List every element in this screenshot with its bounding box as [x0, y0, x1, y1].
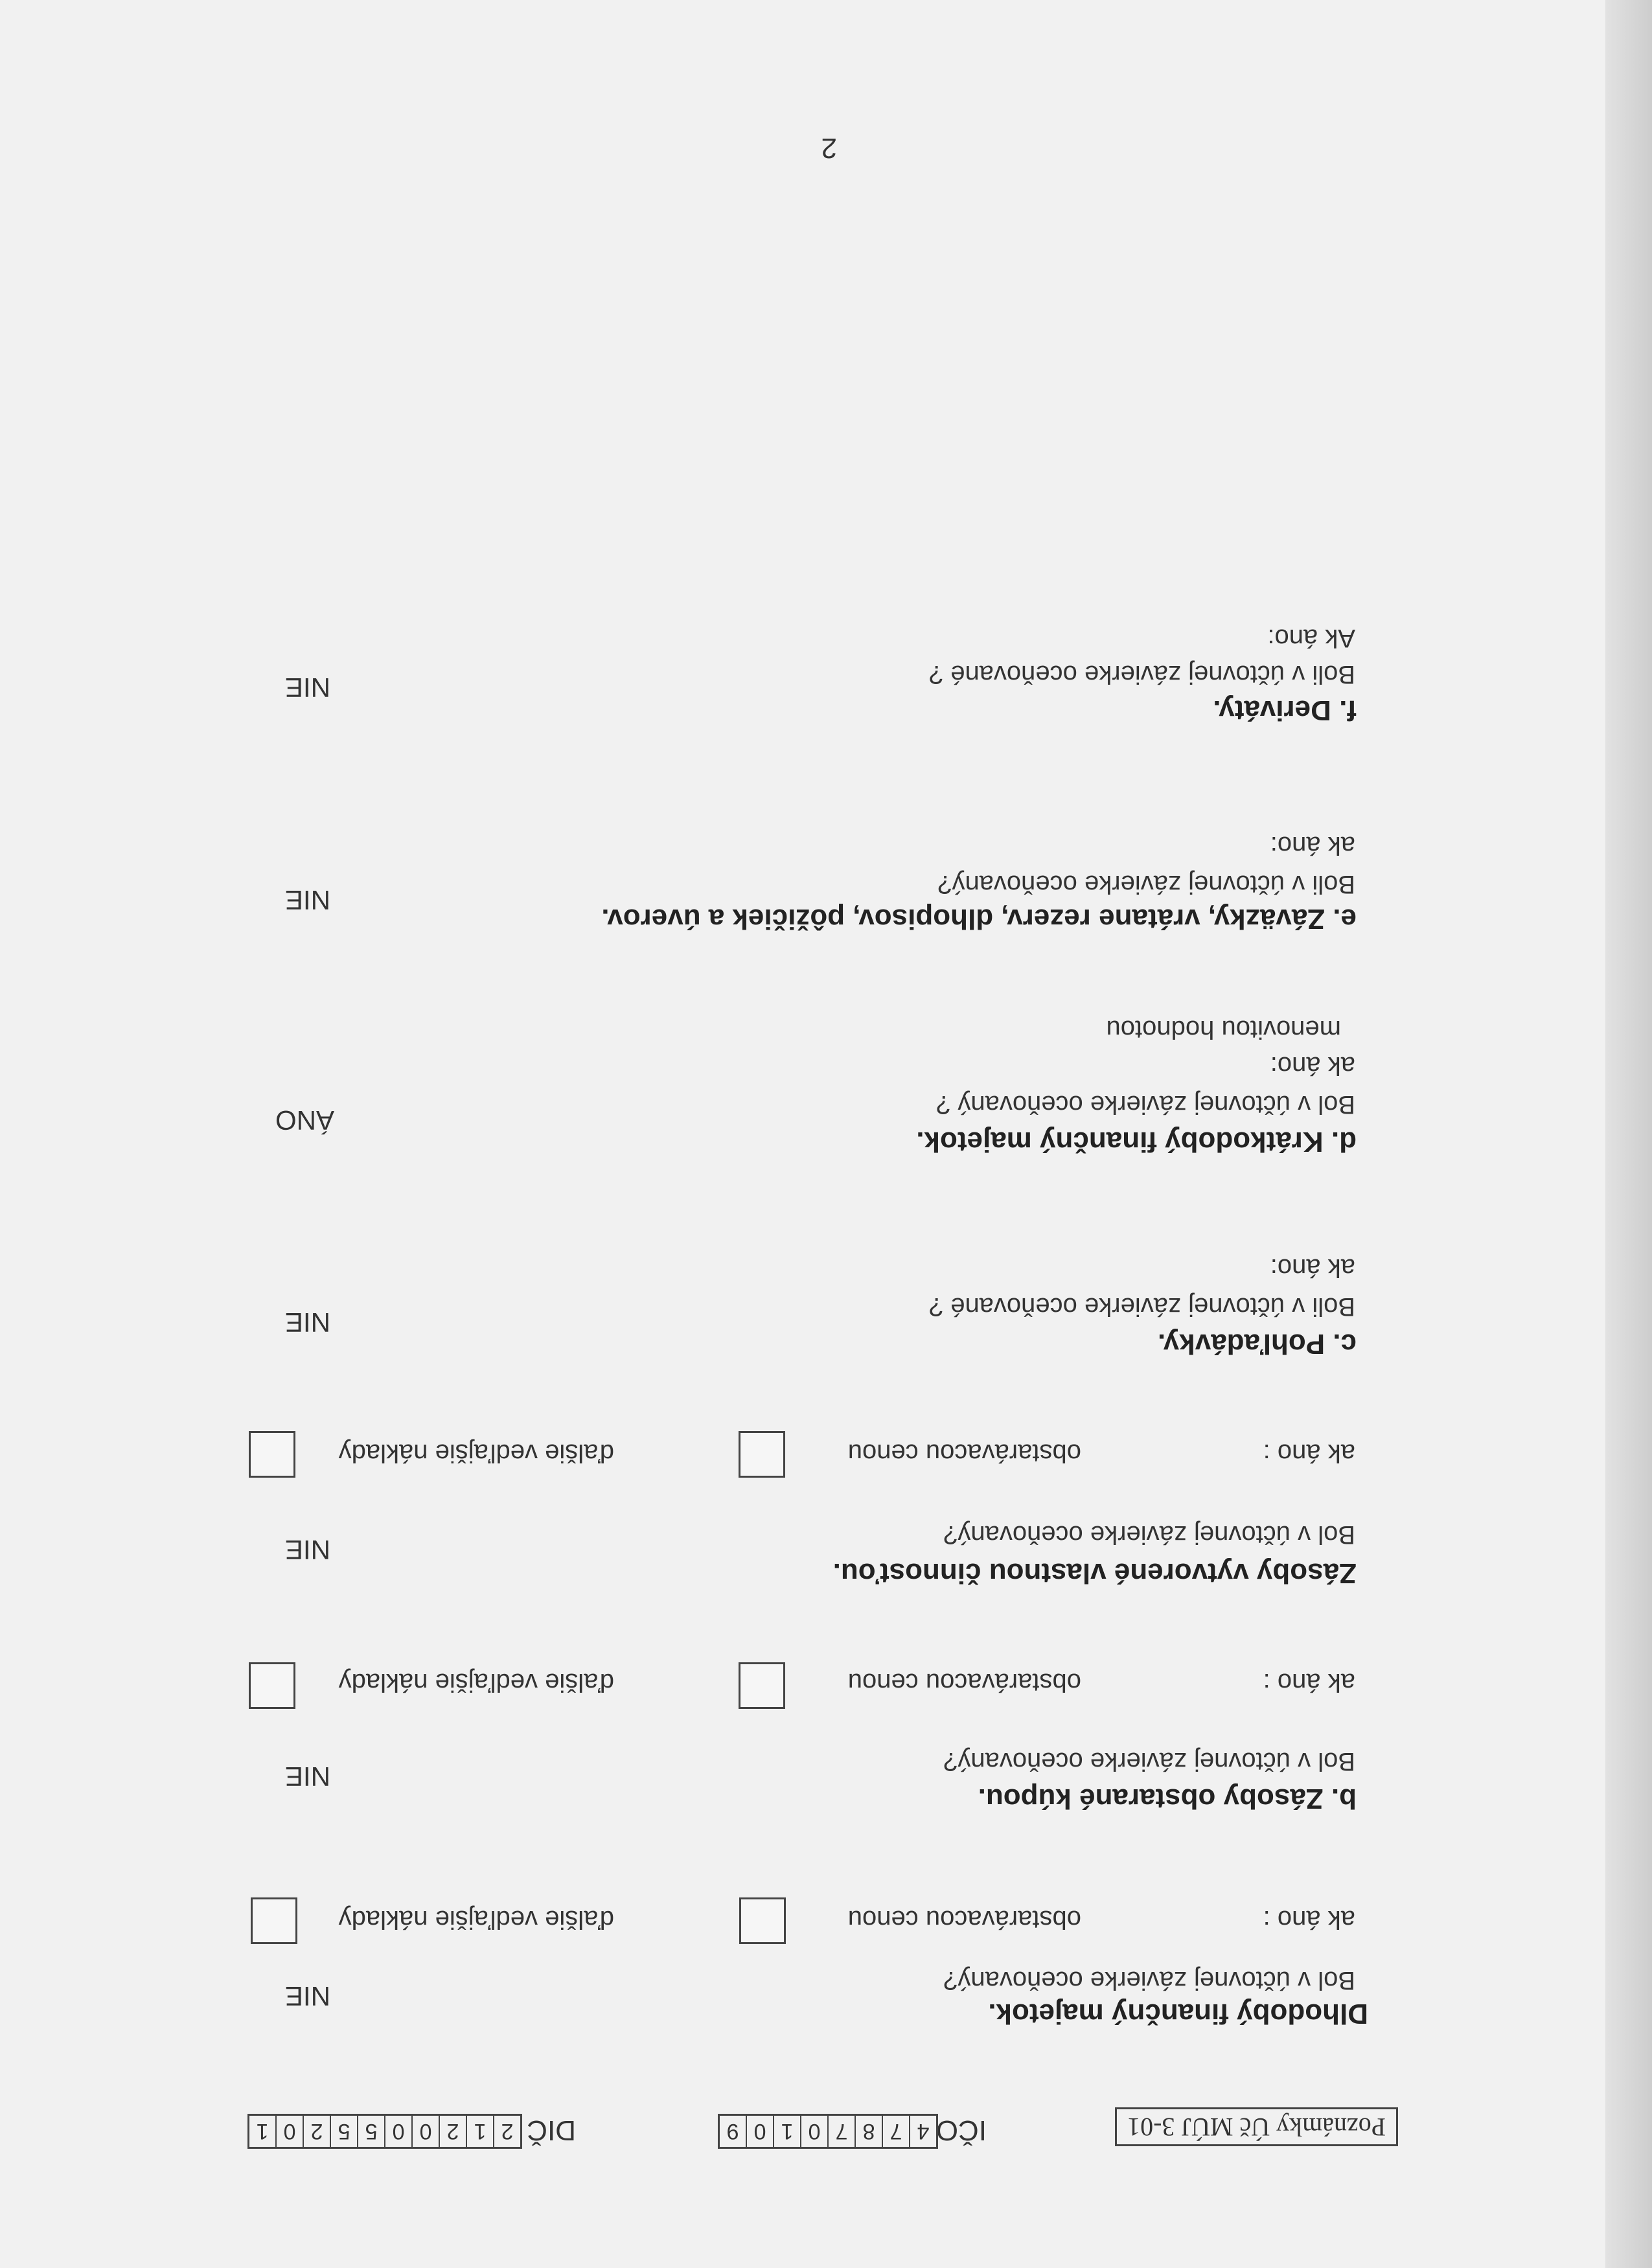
section-purchased-inventory-answer: NIE: [284, 1761, 330, 1792]
section-own-inventory-answer: NIE: [284, 1535, 330, 1565]
ico-digit: 8: [855, 2116, 882, 2147]
section-derivatives-title: f. Deriváty.: [1213, 694, 1357, 726]
section-long-term-financial-assets-if-yes: ak áno :: [1263, 1905, 1355, 1934]
ico-digit-boxes: [718, 2114, 938, 2149]
section-long-term-financial-assets-option-other: ďalšie vedľajšie náklady: [338, 1905, 614, 1934]
section-long-term-financial-assets-question: Bol v účtovnej závierke oceňovaný?: [943, 1966, 1355, 1995]
section-liabilities-title: e. Záväzky, vrátane rezerv, dlhopisov, pôžičiek a úverov.: [601, 903, 1357, 935]
ico-label: IČO: [935, 2114, 987, 2146]
page-number: 2: [821, 132, 837, 164]
dic-label: DIČ: [527, 2114, 576, 2146]
section-derivatives-answer: NIE: [284, 672, 330, 703]
ico-digit: 7: [882, 2116, 909, 2147]
section-long-term-financial-assets-checkbox-other[interactable]: [251, 1897, 297, 1944]
section-derivatives-if-yes: Ak áno:: [1267, 624, 1355, 652]
section-own-inventory-question: Bol v účtovnej závierke oceňovaný?: [943, 1520, 1355, 1549]
section-purchased-inventory-checkbox-other[interactable]: [249, 1662, 295, 1709]
form-id-box: Poznámky Úč MÚJ 3-01: [1115, 2107, 1398, 2146]
section-purchased-inventory-option-other: ďalšie vedľajšie náklady: [338, 1668, 614, 1697]
dic-digit: 0: [411, 2116, 439, 2147]
dic-digit: 5: [357, 2116, 384, 2147]
section-own-inventory-if-yes: ak áno :: [1263, 1439, 1355, 1467]
section-own-inventory-checkbox-other[interactable]: [249, 1431, 295, 1478]
section-own-inventory-title: Zásoby vytvorené vlastnou činnosťou.: [832, 1557, 1357, 1589]
section-receivables-title: c. Pohľadávky.: [1157, 1328, 1357, 1360]
section-long-term-financial-assets-option-cost: obstarávacou cenou: [847, 1905, 1081, 1934]
section-short-term-financial-assets-title: d. Krátkodobý finančný majetok.: [916, 1126, 1357, 1158]
section-long-term-financial-assets-answer: NIE: [284, 1981, 330, 2011]
section-derivatives-question: Boli v účtovnej závierke oceňované ?: [928, 660, 1355, 689]
section-purchased-inventory-checkbox-cost[interactable]: [739, 1662, 785, 1709]
dic-digit: 2: [303, 2116, 330, 2147]
section-receivables-if-yes: ak áno:: [1270, 1254, 1355, 1282]
section-long-term-financial-assets-title: Dlhodobý finančný majetok.: [988, 1998, 1368, 2030]
section-short-term-financial-assets-if-yes: ak áno:: [1270, 1051, 1355, 1080]
ico-digit: 1: [773, 2116, 800, 2147]
ico-digit: 7: [827, 2116, 855, 2147]
section-short-term-financial-assets-question: Bol v účtovnej závierke oceňovaný ?: [935, 1090, 1355, 1119]
dic-digit: 1: [466, 2116, 493, 2147]
dic-digit: 0: [384, 2116, 411, 2147]
ico-digit: 0: [746, 2116, 773, 2147]
section-own-inventory-option-cost: obstarávacou cenou: [847, 1439, 1081, 1467]
dic-digit-boxes: [247, 2114, 522, 2149]
section-liabilities-answer: NIE: [284, 885, 330, 915]
ico-digit: 9: [726, 2119, 739, 2144]
section-own-inventory-checkbox-cost[interactable]: [739, 1431, 785, 1478]
dic-digit: 2: [493, 2116, 520, 2147]
section-liabilities-question: Boli v účtovnej závierke oceňovaný?: [937, 870, 1355, 899]
dic-digit: 2: [439, 2116, 466, 2147]
section-purchased-inventory-option-cost: obstarávacou cenou: [847, 1668, 1081, 1697]
section-purchased-inventory-question: Bol v účtovnej závierke oceňovaný?: [943, 1747, 1355, 1776]
section-short-term-financial-assets-answer: ÁNO: [275, 1105, 334, 1136]
section-long-term-financial-assets-checkbox-cost[interactable]: [739, 1897, 786, 1944]
section-purchased-inventory-title: b. Zásoby obstarané kúpou.: [978, 1783, 1357, 1815]
dic-digit: 5: [330, 2116, 357, 2147]
dic-digit: 0: [275, 2116, 303, 2147]
section-own-inventory-option-other: ďalšie vedľajšie náklady: [338, 1439, 614, 1467]
section-short-term-financial-assets-detail: menovitou hodnotou: [1106, 1015, 1341, 1044]
ico-digit: 0: [800, 2116, 827, 2147]
section-purchased-inventory-if-yes: ak áno :: [1263, 1668, 1355, 1697]
ico-digit: 4: [909, 2116, 936, 2147]
section-receivables-question: Boli v účtovnej závierke oceňované ?: [928, 1292, 1355, 1321]
section-receivables-answer: NIE: [284, 1307, 330, 1338]
dic-digit: 1: [256, 2119, 269, 2144]
section-liabilities-if-yes: ak áno:: [1270, 831, 1355, 860]
